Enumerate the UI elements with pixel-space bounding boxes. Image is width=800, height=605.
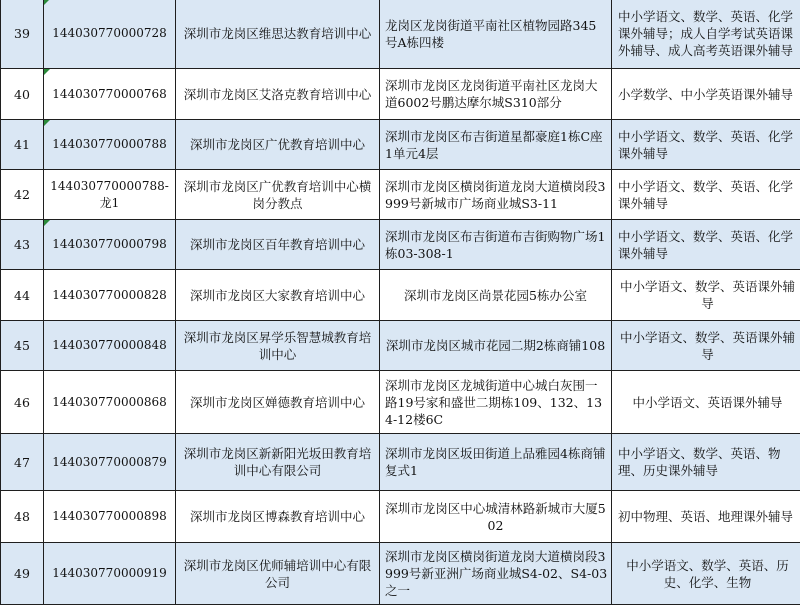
institution-address: 深圳市龙岗区城市花园二期2栋商铺108 [380, 321, 612, 371]
table-row [1, 434, 800, 491]
institution-name: 深圳市龙岗区艾洛克教育培训中心 [176, 69, 380, 120]
institution-address: 深圳市龙岗区横岗街道龙岗大道横岗段3999号新城市广场商业城S3-11 [380, 170, 612, 220]
business-scope: 小学数学、中小学英语课外辅导 [612, 69, 800, 120]
institution-name: 深圳市龙岗区婵德教育培训中心 [176, 371, 380, 434]
license-code: 144030770000879 [44, 434, 176, 491]
row-number: 40 [1, 69, 44, 120]
business-scope: 中小学语文、数学、英语课外辅导 [612, 321, 800, 371]
business-scope: 初中物理、英语、地理课外辅导 [612, 491, 800, 543]
institution-address: 龙岗区龙岗街道平南社区植物园路345号A栋四楼 [380, 0, 612, 69]
license-code: 144030770000919 [44, 543, 176, 605]
institution-address: 深圳市龙岗区龙岗街道平南社区龙岗大道6002号鹏达摩尔城S310部分 [380, 69, 612, 120]
row-number: 41 [1, 120, 44, 170]
institution-name: 深圳市龙岗区广优教育培训中心 [176, 120, 380, 170]
business-scope: 中小学语文、数学、英语、物理、历史课外辅导 [612, 434, 800, 491]
institution-address: 深圳市龙岗区布吉街道布吉街购物广场1栋03-308-1 [380, 220, 612, 270]
row-number: 47 [1, 434, 44, 491]
table-row [1, 371, 800, 434]
business-scope: 中小学语文、数学、英语、化学课外辅导 [612, 220, 800, 270]
table-row [1, 69, 800, 120]
row-number: 44 [1, 270, 44, 321]
business-scope: 中小学语文、数学、英语、化学课外辅导 [612, 170, 800, 220]
license-code: 144030770000788-龙1 [44, 170, 176, 220]
row-number: 49 [1, 543, 44, 605]
table-row [1, 491, 800, 543]
license-code: 144030770000868 [44, 371, 176, 434]
license-code: 144030770000898 [44, 491, 176, 543]
table-row [1, 120, 800, 170]
comment-marker [44, 120, 50, 126]
license-code: 144030770000788 [44, 120, 176, 170]
institution-address: 深圳市龙岗区尚景花园5栋办公室 [380, 270, 612, 321]
row-number: 43 [1, 220, 44, 270]
institution-name: 深圳市龙岗区昇学乐智慧城教育培训中心 [176, 321, 380, 371]
table-row [1, 270, 800, 321]
business-scope: 中小学语文、数学、英语、历史、化学、生物 [612, 543, 800, 605]
table-row [1, 220, 800, 270]
institution-address: 深圳市龙岗区布吉街道星都豪庭1栋C座1单元4层 [380, 120, 612, 170]
license-code: 144030770000828 [44, 270, 176, 321]
table-row [1, 0, 800, 69]
business-scope: 中小学语文、数学、英语、化学课外辅导；成人自学考试英语课外辅导、成人高考英语课外辅导 [612, 0, 800, 69]
institution-address: 深圳市龙岗区横岗街道龙岗大道横岗段3999号新亚洲广场商业城S4-02、S4-03之一 [380, 543, 612, 605]
institution-name: 深圳市龙岗区维思达教育培训中心 [176, 0, 380, 69]
row-number: 42 [1, 170, 44, 220]
institution-address: 深圳市龙岗区坂田街道上品雅园4栋商铺复式1 [380, 434, 612, 491]
comment-marker [44, 220, 50, 226]
row-number: 48 [1, 491, 44, 543]
row-number: 45 [1, 321, 44, 371]
institution-address: 深圳市龙岗区中心城清林路新城市大厦502 [380, 491, 612, 543]
business-scope: 中小学语文、英语课外辅导 [612, 371, 800, 434]
institution-address: 深圳市龙岗区龙城街道中心城白灰围一路19号家和盛世二期栋109、132、134-12楼6C [380, 371, 612, 434]
row-number: 39 [1, 0, 44, 69]
business-scope: 中小学语文、数学、英语、化学课外辅导 [612, 120, 800, 170]
comment-marker [44, 0, 50, 5]
institution-name: 深圳市龙岗区优师辅培训中心有限公司 [176, 543, 380, 605]
institution-name: 深圳市龙岗区新新阳光坂田教育培训中心有限公司 [176, 434, 380, 491]
institution-name: 深圳市龙岗区广优教育培训中心横岗分教点 [176, 170, 380, 220]
license-code: 144030770000728 [44, 0, 176, 69]
institution-name: 深圳市龙岗区博森教育培训中心 [176, 491, 380, 543]
table-row [1, 543, 800, 605]
license-code: 144030770000798 [44, 220, 176, 270]
institution-name: 深圳市龙岗区百年教育培训中心 [176, 220, 380, 270]
license-code: 144030770000768 [44, 69, 176, 120]
table-row [1, 170, 800, 220]
license-code: 144030770000848 [44, 321, 176, 371]
business-scope: 中小学语文、数学、英语课外辅导 [612, 270, 800, 321]
comment-marker [44, 69, 50, 75]
table-row [1, 321, 800, 371]
row-number: 46 [1, 371, 44, 434]
institution-name: 深圳市龙岗区大家教育培训中心 [176, 270, 380, 321]
